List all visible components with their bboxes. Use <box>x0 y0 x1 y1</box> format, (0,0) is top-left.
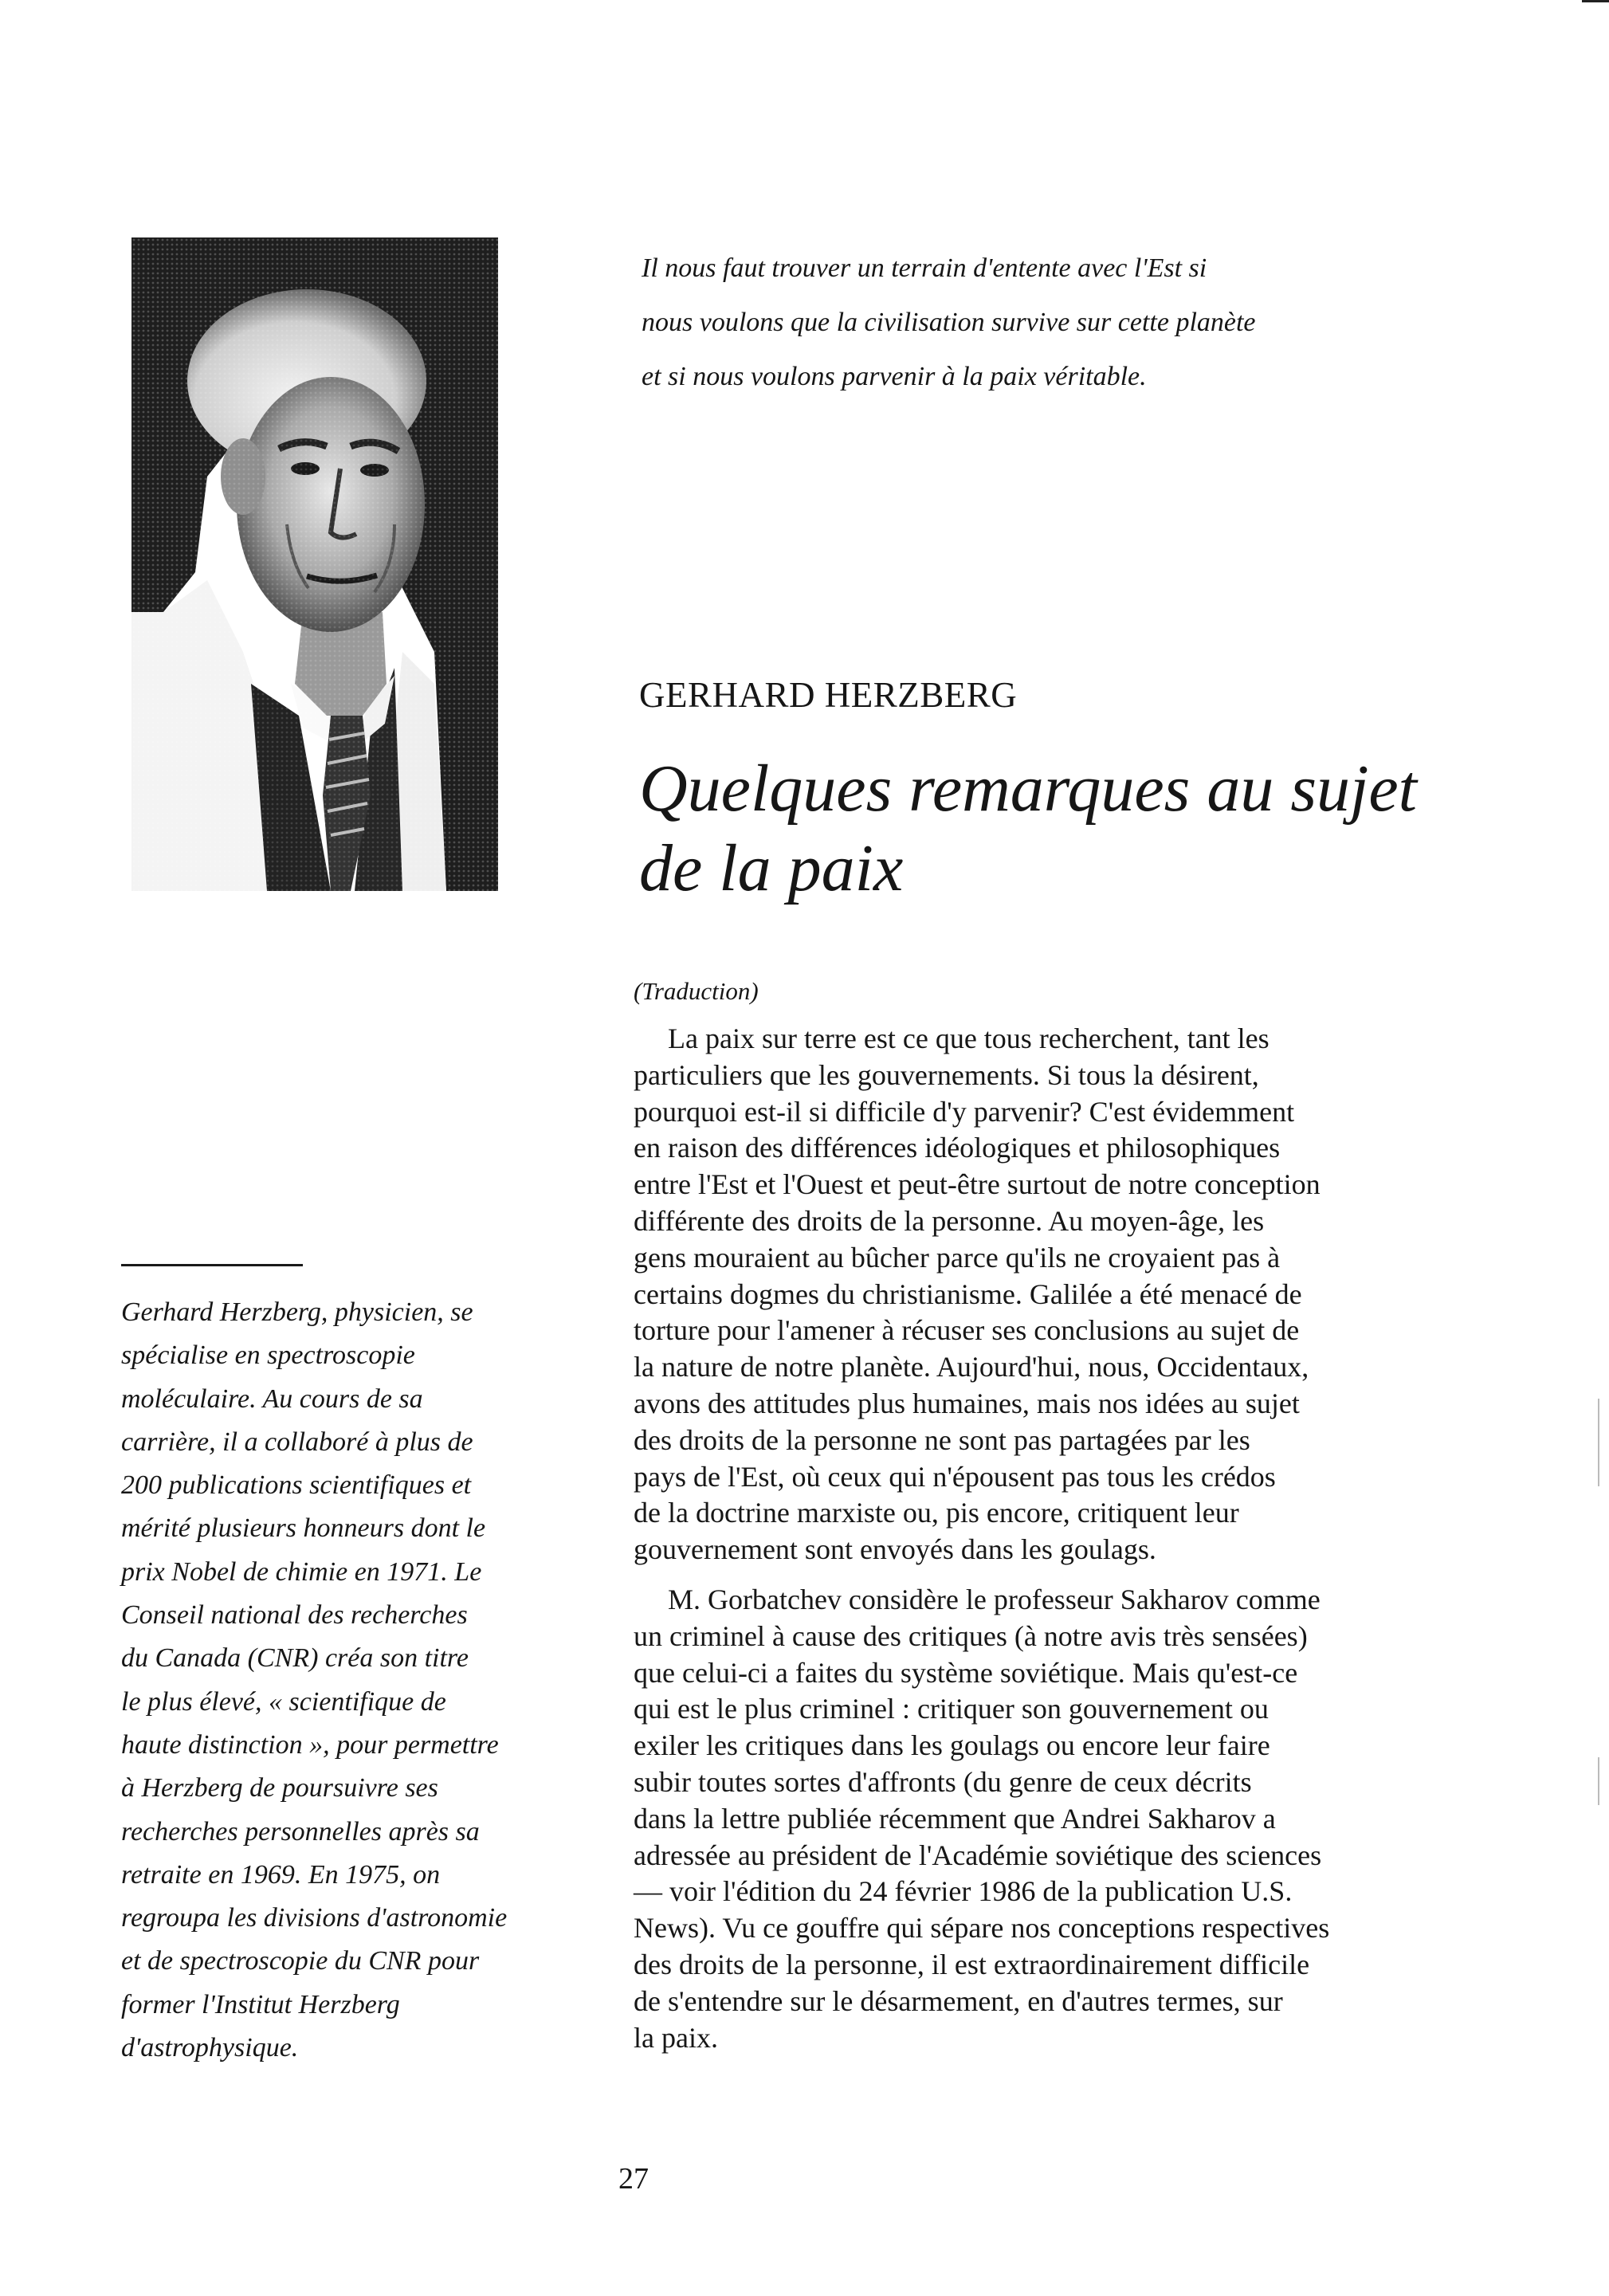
body-line: News). Vu ce gouffre qui sépare nos conceptions respectives <box>634 1912 1330 1945</box>
title-line: de la paix <box>639 831 904 905</box>
bio-line: haute distinction », pour permettre <box>121 1729 499 1760</box>
body-paragraph <box>634 1021 1446 1568</box>
epigraph-line: nous voulons que la civilisation survive sur cette planète <box>642 308 1256 337</box>
body-line: de s'entendre sur le désarmement, en d'autres termes, sur <box>634 1984 1283 2017</box>
article-title <box>639 749 1516 909</box>
body-line: la nature de notre planète. Aujourd'hui, nous, Occidentaux, <box>634 1351 1309 1383</box>
body-line: la paix. <box>634 2021 718 2054</box>
title-line: Quelques remarques au sujet <box>639 752 1417 826</box>
body-line: avons des attitudes plus humaines, mais nos idées au sujet <box>634 1387 1300 1419</box>
bio-line: 200 publications scientifiques et <box>121 1470 472 1501</box>
body-line: différente des droits de la personne. Au moyen-âge, les <box>634 1204 1265 1237</box>
epigraph-quote <box>642 241 1375 404</box>
bio-line: former l'Institut Herzberg <box>121 1989 400 2019</box>
epigraph-line: Il nous faut trouver un terrain d'entente avec l'Est si <box>642 253 1207 283</box>
body-line: pays de l'Est, où ceux qui n'épousent pas tous les crédos <box>634 1460 1276 1493</box>
body-line: gouvernement sont envoyés dans les goulags. <box>634 1533 1156 1566</box>
body-line: exiler les critiques dans les goulags ou encore leur faire <box>634 1729 1270 1762</box>
body-line: qui est le plus criminel : critiquer son gouvernement ou <box>634 1693 1269 1725</box>
epigraph-line: et si nous voulons parvenir à la paix véritable. <box>642 362 1147 391</box>
body-line: en raison des différences idéologiques et philosophiques <box>634 1132 1281 1164</box>
article-body <box>634 1021 1446 2056</box>
bio-line: mérité plusieurs honneurs dont le <box>121 1513 486 1544</box>
body-line: dans la lettre publiée récemment que Andrei Sakharov a <box>634 1802 1276 1835</box>
body-line: La paix sur terre est ce que tous recherchent, tant les <box>668 1022 1270 1054</box>
bio-line: d'astrophysique. <box>121 2033 299 2063</box>
bio-line: regroupa les divisions d'astronomie <box>121 1903 508 1933</box>
author-bio <box>121 1291 567 2070</box>
bio-line: à Herzberg de poursuivre ses <box>121 1773 438 1803</box>
translation-note: (Traduction) <box>634 977 759 1005</box>
author-name: GERHARD HERZBERG <box>639 675 1018 715</box>
bio-line: du Canada (CNR) créa son titre <box>121 1643 469 1674</box>
body-line: de la doctrine marxiste ou, pis encore, critiquent leur <box>634 1497 1239 1529</box>
bio-line: et de spectroscopie du CNR pour <box>121 1946 480 1976</box>
bio-line: Conseil national des recherches <box>121 1600 468 1631</box>
bio-divider <box>121 1264 303 1266</box>
bio-line: le plus élevé, « scientifique de <box>121 1686 446 1717</box>
bio-line: carrière, il a collaboré à plus de <box>121 1427 473 1457</box>
body-line: adressée au président de l'Académie soviétique des sciences <box>634 1839 1322 1871</box>
body-line: M. Gorbatchev considère le professeur Sakharov comme <box>668 1583 1321 1615</box>
body-line: que celui-ci a faites du système soviétique. Mais qu'est-ce <box>634 1656 1298 1689</box>
body-line: torture pour l'amener à récuser ses conclusions au sujet de <box>634 1314 1300 1347</box>
body-line: gens mouraient au bûcher parce qu'ils ne croyaient pas à <box>634 1241 1281 1274</box>
body-line: un criminel à cause des critiques (à notre avis très sensées) <box>634 1619 1308 1652</box>
scan-corner-mark <box>1582 0 1609 2</box>
bio-line: moléculaire. Au cours de sa <box>121 1383 423 1414</box>
body-line: des droits de la personne ne sont pas partagées par les <box>634 1423 1250 1456</box>
body-line: certains dogmes du christianisme. Galilée a été menacé de <box>634 1278 1302 1310</box>
body-line: entre l'Est et l'Ouest et peut-être surtout de notre conception <box>634 1168 1321 1201</box>
body-line: pourquoi est-il si difficile d'y parvenir? C'est évidemment <box>634 1095 1295 1128</box>
page-number: 27 <box>618 2162 649 2196</box>
bio-line: recherches personnelles après sa <box>121 1816 480 1847</box>
scan-edge-mark <box>1598 1399 1599 1486</box>
bio-line: retraite en 1969. En 1975, on <box>121 1859 441 1890</box>
body-line: subir toutes sortes d'affronts (du genre de ceux décrits <box>634 1765 1252 1798</box>
author-portrait <box>131 237 498 891</box>
body-line: des droits de la personne, il est extraordinairement difficile <box>634 1948 1310 1980</box>
bio-line: Gerhard Herzberg, physicien, se <box>121 1297 473 1327</box>
body-line: particuliers que les gouvernements. Si tous la désirent, <box>634 1058 1259 1091</box>
body-line: — voir l'édition du 24 février 1986 de la publication U.S. <box>634 1875 1293 1908</box>
body-paragraph <box>634 1582 1446 2056</box>
bio-line: prix Nobel de chimie en 1971. Le <box>121 1556 482 1587</box>
scan-edge-mark <box>1598 1757 1599 1805</box>
bio-line: spécialise en spectroscopie <box>121 1340 415 1371</box>
